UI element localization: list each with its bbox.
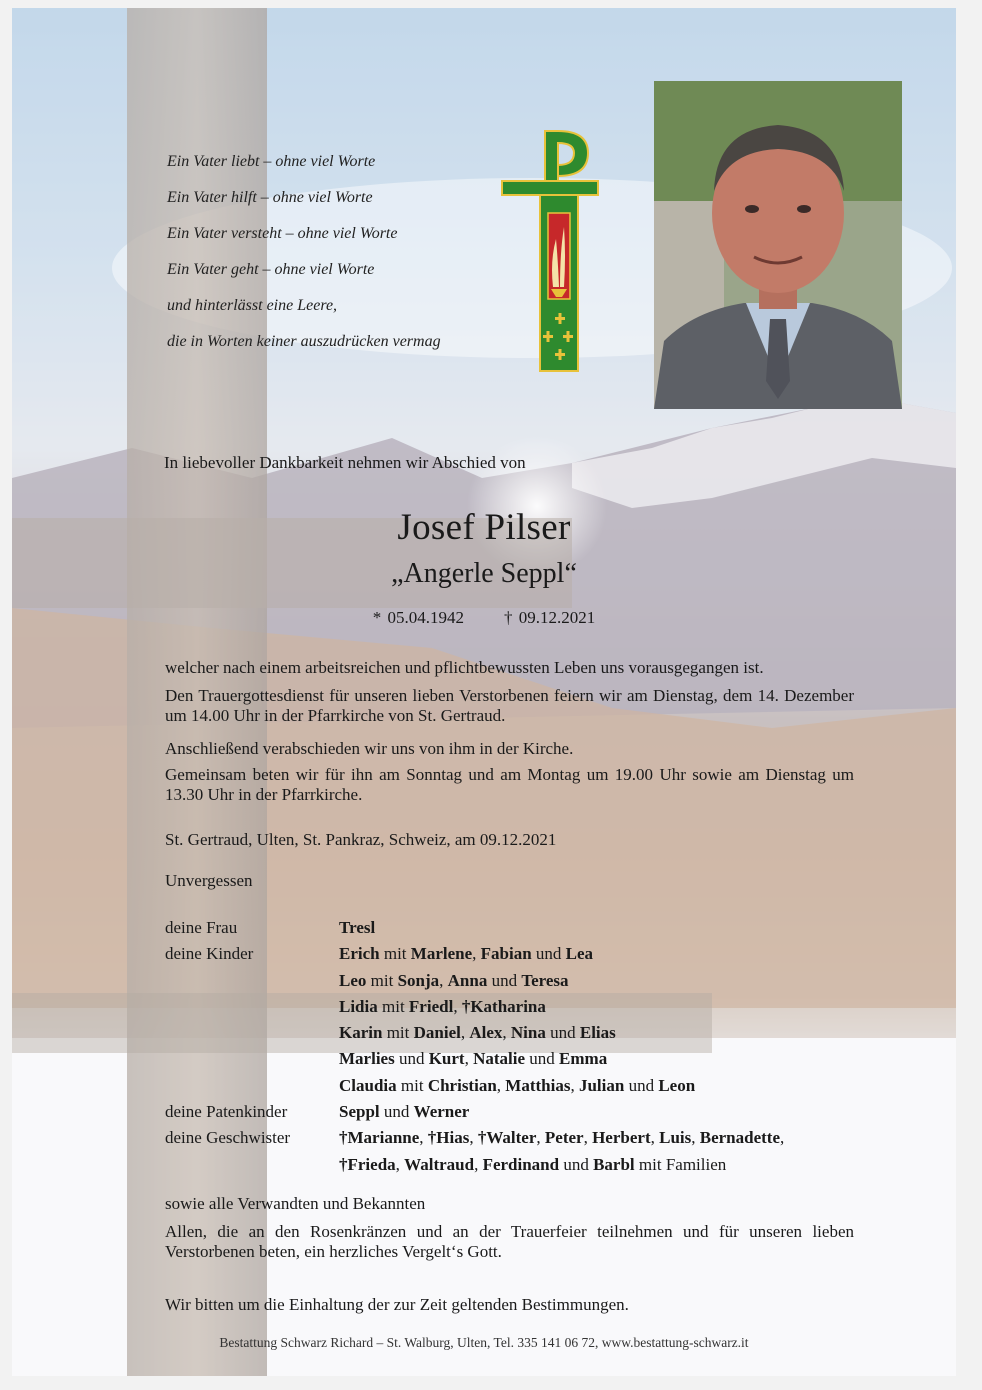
family-connector: , (469, 1128, 478, 1148)
paragraph-prayer: Gemeinsam beten wir für ihn am Sonntag und am Montag um 19.00 Uhr sowie am Dienstag um 13.30 Uhr in der Pfarrkirche. (165, 765, 854, 804)
family-names (339, 1046, 607, 1072)
poem-line: die in Worten keiner auszudrücken vermag (167, 333, 441, 350)
family-member-name: Seppl (339, 1102, 380, 1122)
family-names (339, 968, 569, 994)
family-relation (165, 1152, 339, 1178)
chi-rho-cross-icon (500, 121, 600, 373)
death-date: † 09.12.2021 (504, 608, 596, 627)
family-member-name: Kurt (428, 1049, 465, 1069)
family-member-name: Tresl (339, 918, 376, 937)
family-member-name: Lidia (339, 996, 378, 1016)
cross-rho-loop (545, 131, 588, 181)
family-member-name: Elias (579, 1023, 616, 1043)
family-relation (165, 1020, 339, 1046)
family-relation (165, 968, 339, 994)
family-connector: und (487, 970, 522, 990)
family-row (165, 941, 784, 967)
family-member-name: Claudia (339, 1075, 397, 1095)
family-member-name: Marlene (410, 944, 473, 964)
family-member-name: Natalie (473, 1049, 526, 1069)
paragraph-life: welcher nach einem arbeitsreichen und pflichtbewussten Leben uns vorausgegangen ist. (165, 658, 764, 677)
family-connector: , (570, 1075, 579, 1095)
family-member-name: Daniel (413, 1023, 461, 1043)
family-row (165, 1073, 784, 1099)
family-member-name: †Marianne (339, 1128, 420, 1148)
family-connector: und (525, 1049, 560, 1069)
family-member-name: Karin (339, 1023, 383, 1043)
family-row (165, 1152, 784, 1178)
poem-line: und hinterlässt eine Leere, (167, 297, 338, 314)
family-member-name: Ferdinand (482, 1154, 560, 1174)
family-connector: und (531, 944, 566, 964)
family-names (339, 1020, 616, 1046)
family-member-name: Christian (427, 1075, 497, 1095)
family-member-name: Barbl (593, 1154, 635, 1174)
family-connector: , (583, 1128, 593, 1148)
family-connector: , (650, 1128, 660, 1148)
family-connector: mit (379, 944, 411, 964)
family-names (339, 1152, 726, 1178)
family-member-name: Fabian (480, 944, 532, 964)
obituary-page (12, 8, 956, 1376)
poem-line: Ein Vater liebt – ohne viel Worte (167, 153, 376, 170)
poem-line: Ein Vater versteht – ohne viel Worte (167, 225, 398, 242)
deceased-nickname: „Angerle Seppl“ (391, 558, 577, 589)
regulations-note: Wir bitten um die Einhaltung der zur Zeit geltenden Bestimmungen. (165, 1295, 629, 1314)
family-member-name: Sonja (397, 970, 440, 990)
family-relation: deine Geschwister (165, 1128, 291, 1148)
family-row (165, 968, 784, 994)
paragraph-funeral-service: Den Trauergottesdienst für unseren lieben Verstorbenen feiern wir am Dienstag, dem 14. Dezember um 14.00 Uhr in der Pfarrkirche von St. Gertraud. (165, 686, 854, 725)
family-names (339, 915, 375, 941)
family-row (165, 994, 784, 1020)
family-connector: , (395, 1154, 405, 1174)
intro-text: In liebevoller Dankbarkeit nehmen wir Abschied von (164, 453, 526, 472)
family-connector: , (453, 996, 462, 1016)
family-connector: , (780, 1128, 785, 1148)
family-names (339, 1073, 695, 1099)
family-relation (165, 1073, 339, 1099)
family-member-name: Peter (544, 1128, 584, 1148)
family-names (339, 941, 593, 967)
family-member-name: Erich (339, 944, 380, 964)
portrait-drawing (654, 81, 902, 409)
family-connector: und (379, 1102, 414, 1122)
family-connector: mit (377, 996, 409, 1016)
family-row (165, 1099, 784, 1125)
family-relation (165, 1046, 339, 1072)
unvergessen-label: Unvergessen (165, 871, 253, 890)
family-member-name: †Hias (427, 1128, 470, 1148)
family-connector: , (419, 1128, 428, 1148)
family-member-name: Emma (559, 1049, 608, 1069)
family-member-name: Alex (469, 1023, 503, 1043)
family-member-name: Leo (339, 970, 367, 990)
family-connector: und (559, 1154, 594, 1174)
family-connector: und (624, 1075, 659, 1095)
poem-line: Ein Vater geht – ohne viel Worte (167, 261, 375, 278)
funeral-home-footer: Bestattung Schwarz Richard – St. Walburg, Ulten, Tel. 335 141 06 72, www.bestattung-schwarz.it (219, 1335, 749, 1350)
family-member-name: †Katharina (461, 996, 546, 1016)
portrait-photo (654, 81, 902, 409)
family-member-name: Teresa (521, 970, 569, 990)
family-connector: , (502, 1023, 511, 1043)
family-member-name: Anna (447, 970, 488, 990)
family-member-name: Matthias (505, 1075, 571, 1095)
family-member-name: Waltraud (404, 1154, 475, 1174)
family-connector: , (464, 1049, 474, 1069)
family-member-name: Bernadette (699, 1128, 781, 1148)
family-row (165, 1046, 784, 1072)
family-member-name: †Walter (477, 1128, 537, 1148)
family-member-name: †Frieda (339, 1154, 396, 1174)
family-relation: deine Patenkinder (165, 1102, 288, 1122)
cross-flame-panel (548, 213, 570, 299)
paragraph-farewell: Anschließend verabschieden wir uns von ihm in der Kirche. (165, 739, 574, 758)
family-member-name: Luis (659, 1128, 692, 1148)
family-member-name: Friedl (408, 996, 454, 1016)
family-row (165, 1020, 784, 1046)
family-member-name: Lea (565, 944, 594, 964)
family-connector: , (474, 1154, 483, 1174)
cross-beam (502, 181, 598, 195)
family-list (165, 915, 784, 1178)
family-member-name: Leon (658, 1075, 696, 1095)
family-names (339, 1125, 784, 1151)
deceased-name: Josef Pilser (397, 507, 571, 548)
relatives-line: sowie alle Verwandten und Bekannten (165, 1194, 426, 1213)
family-connector: , (439, 970, 448, 990)
family-relation (165, 994, 339, 1020)
life-dates (12, 608, 956, 628)
family-member-name: Werner (413, 1102, 470, 1122)
family-connector: , (691, 1128, 700, 1148)
poem-line: Ein Vater hilft – ohne viel Worte (167, 189, 373, 206)
family-connector: , (460, 1023, 470, 1043)
family-names (339, 994, 546, 1020)
thanks-paragraph: Allen, die an den Rosenkränzen und an der Trauerfeier teilnehmen und für unseren lieben Verstorbenen beten, ein herzliches Vergelt‘s Gott. (165, 1222, 854, 1261)
family-member-name: Julian (578, 1075, 625, 1095)
family-connector: , (496, 1075, 506, 1095)
family-member-name: Herbert (592, 1128, 651, 1148)
family-connector: und (394, 1049, 429, 1069)
family-row (165, 915, 784, 941)
family-connector: mit (366, 970, 398, 990)
poem (167, 144, 441, 360)
family-relation: deine Kinder (165, 944, 254, 964)
family-connector: , (536, 1128, 545, 1148)
family-connector: , (472, 944, 481, 964)
family-names (339, 1099, 469, 1125)
family-row (165, 1125, 784, 1151)
family-member-name: Nina (510, 1023, 546, 1043)
family-connector: und (545, 1023, 580, 1043)
family-connector: mit (382, 1023, 414, 1043)
family-relation: deine Frau (165, 918, 238, 937)
family-connector: mit Familien (634, 1154, 727, 1174)
family-connector: mit (396, 1075, 428, 1095)
place-date-line: St. Gertraud, Ulten, St. Pankraz, Schweiz, am 09.12.2021 (165, 830, 557, 849)
birth-date: * 05.04.1942 (372, 608, 464, 627)
family-member-name: Marlies (339, 1049, 395, 1069)
